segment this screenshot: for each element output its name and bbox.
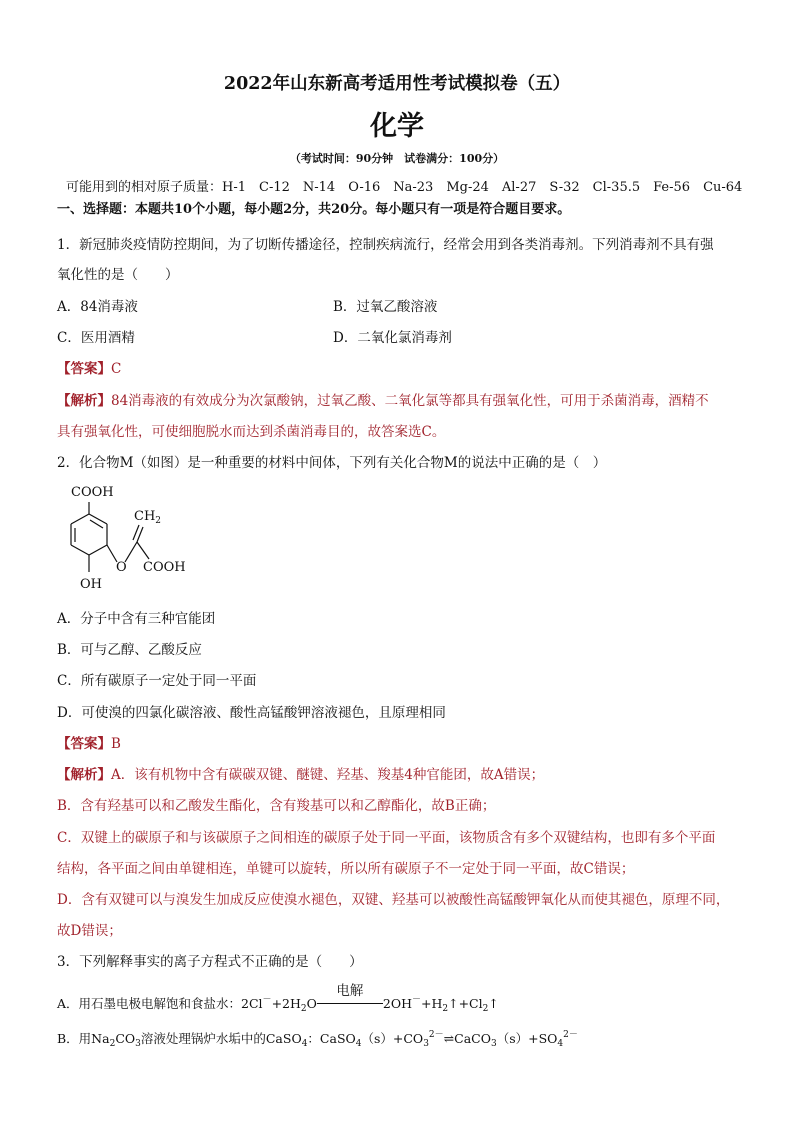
q2-analysis-c2: 结构，各平面之间由单键相连，单键可以旋转，所以所有碳原子不一定处于同一平面，故C错误；	[57, 861, 635, 877]
q2-answer	[57, 734, 121, 754]
compound-m-structure	[57, 480, 207, 595]
q1-stem-line1: 1．新冠肺炎疫情防控期间，为了切断传播途径，控制疾病流行，经常会用到各类消毒剂。下列消毒剂不具有强	[57, 237, 714, 253]
analysis-label: 【解析】	[57, 393, 111, 409]
struct-ether-o: O	[116, 560, 127, 575]
q1-analysis-line1	[57, 391, 709, 411]
q2-option-c: C．所有碳原子一定处于同一平面	[57, 673, 257, 689]
q2-option-a: A．分子中含有三种官能团	[57, 611, 216, 627]
answer-value: C	[111, 361, 122, 377]
analysis-text: 84消毒液的有效成分为次氯酸钠，过氧乙酸、二氧化氯等都具有强氧化性，可用于杀菌消毒，酒精不	[111, 393, 709, 409]
q2-stem: 2．化合物M（如图）是一种重要的材料中间体，下列有关化合物M的说法中正确的是（ ）	[57, 455, 607, 471]
q1-analysis-line2: 具有强氧化性，可使细胞脱水而达到杀菌消毒目的，故答案选C。	[57, 424, 446, 440]
answer-value: B	[111, 736, 121, 752]
electrolysis-condition: 电解	[317, 994, 383, 1014]
q1-stem-line2: 氧化性的是（ ）	[57, 267, 179, 283]
q3-option-b: B．用$Na_2CO_3$溶液处理锅炉水垢中的CaSO$_4$：$CaSO_4(s)+CO_3^{2-}\rightleftharpoons CaCO_3(s)+SO_4^{2-}$	[57, 1030, 578, 1049]
exam-info: （考试时间：90分钟 试卷满分：100分）	[289, 152, 505, 165]
answer-label: 【答案】	[57, 361, 111, 377]
q2-analysis-a	[57, 765, 544, 785]
q2-analysis-b: B．含有羟基可以和乙酸发生酯化，含有羧基可以和乙醇酯化，故B正确；	[57, 798, 496, 814]
analysis-label: 【解析】	[57, 767, 111, 783]
exam-title: 2022年山东新高考适用性考试模拟卷（五）	[223, 74, 571, 94]
atomic-masses: 可能用到的相对原子质量：H-1 C-12 N-14 O-16 Na-23 Mg-24 Al-27 S-32 Cl-35.5 Fe-56 Cu-64	[66, 180, 743, 195]
q1-option-d: D．二氧化氯消毒剂	[333, 330, 452, 346]
q2-analysis-d2: 故D错误；	[57, 923, 122, 939]
q2-analysis-c1: C．双键上的碳原子和与该碳原子之间相连的碳原子处于同一平面，该物质含有多个双键结构，也即有多个平面	[57, 830, 716, 846]
q2-option-b: B．可与乙醇、乙酸反应	[57, 642, 202, 658]
analysis-text: A．该有机物中含有碳碳双键、醚键、羟基、羧基4种官能团，故A错误；	[111, 767, 545, 783]
q2-analysis-d1: D．含有双键可以与溴发生加成反应使溴水褪色，双键、羟基可以被酸性高锰酸钾氧化从而使其褪色，原理不同，	[57, 892, 730, 908]
section-heading: 一、选择题：本题共10个小题，每小题2分，共20分。每小题只有一项是符合题目要求。	[57, 202, 571, 217]
q3-stem: 3．下列解释事实的离子方程式不正确的是（ ）	[57, 954, 363, 970]
struct-ch2: $CH_2$	[134, 509, 162, 526]
subject-title: 化学	[370, 111, 424, 142]
answer-label: 【答案】	[57, 736, 111, 752]
struct-cooh-right: COOH	[143, 560, 186, 575]
q1-option-b: B．过氧乙酸溶液	[333, 299, 438, 315]
q1-option-c: C．医用酒精	[57, 330, 135, 346]
q1-answer	[57, 359, 121, 379]
q2-option-d: D．可使溴的四氯化碳溶液、酸性高锰酸钾溶液褪色，且原理相同	[57, 705, 446, 721]
q1-option-a: A．84消毒液	[57, 299, 138, 315]
q3-option-a: A．用石墨电极电解饱和食盐水：$2Cl^-+2H_2O$ 电解 $2OH^-+H_2↑+Cl_2↑$	[57, 983, 499, 1014]
struct-cooh-top: COOH	[71, 485, 114, 500]
struct-oh: OH	[80, 577, 102, 592]
